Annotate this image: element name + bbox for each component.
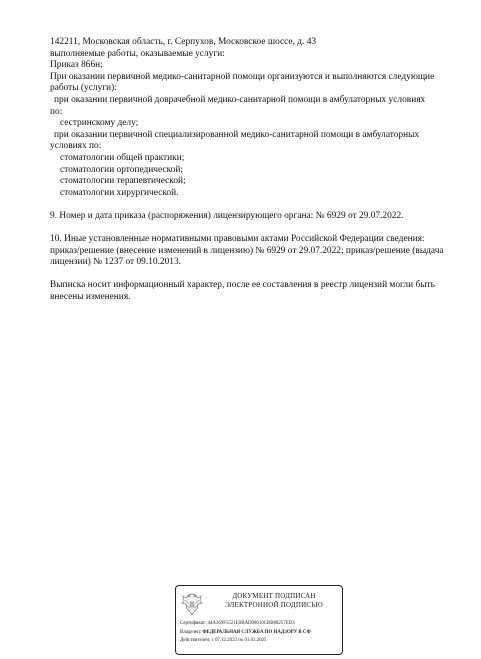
service-general-dentistry: стоматологии общей практики; xyxy=(60,152,185,163)
disclaimer-line2: внесены изменения. xyxy=(50,291,131,302)
address-line: 142211, Московская область, г. Серпухов, Московское шоссе, д. 43 xyxy=(50,37,317,47)
order-ref: Приказ 866н; xyxy=(50,60,103,71)
section-10-line2: приказ/решение (внесение изменений в лицензию) № 6929 от 29.07.2022; приказ/решение (выдача xyxy=(50,245,444,256)
coat-of-arms-icon xyxy=(181,591,203,617)
section-10-line1: 10. Иные установленные нормативными правовыми актами Российской Федерации сведения: xyxy=(50,233,425,244)
works-intro-line2: работы (услуги): xyxy=(50,83,117,94)
section-9: 9. Номер и дата приказа (распоряжения) лицензирующего органа: № 6929 от 29.07.2022. xyxy=(50,210,404,221)
owner-label: Владелец: xyxy=(180,629,202,635)
stamp-title-line1: ДОКУМЕНТ ПОДПИСАН xyxy=(232,592,316,600)
service-nursing: сестринскому делу; xyxy=(60,118,139,129)
validity-value: с 07.12.2023 по 01.03.2025 xyxy=(211,638,267,644)
section-10-line3: лицензии) № 1237 от 09.10.2013. xyxy=(50,257,182,268)
certificate-label: Сертификат: xyxy=(180,621,207,626)
specialized-care-line2: условиях по: xyxy=(50,141,102,152)
stamp-details xyxy=(180,620,343,646)
document-body xyxy=(50,37,460,303)
service-orthopedic-dentistry: стоматологии ортопедической; xyxy=(60,164,183,175)
validity-row xyxy=(180,637,343,646)
specialized-care-line1: при оказании первичной специализированной медико-санитарной помощи в амбулаторных xyxy=(54,129,420,140)
certificate-row xyxy=(180,620,343,629)
e-signature-stamp xyxy=(175,585,343,655)
works-intro-line1: При оказании первичной медико-санитарной помощи организуются и выполняются следующие xyxy=(50,71,435,82)
owner-value: ФЕДЕРАЛЬНАЯ СЛУЖБА ПО НАДЗОРУ В СФ xyxy=(202,629,311,635)
service-therapeutic-dentistry: стоматологии терапевтической; xyxy=(60,176,186,187)
disclaimer-line1: Выписка носит информационный характер, после ее составления в реестр лицензий могли быть xyxy=(50,280,435,291)
stamp-title-line2: ЭЛЕКТРОННОЙ ПОДПИСЬЮ xyxy=(225,601,323,609)
prehospital-care-line2: по: xyxy=(50,106,63,117)
validity-label: Действителен: xyxy=(180,638,211,644)
certificate-value: 44A369F5521E0BAD08610CBB88257ED3 xyxy=(207,621,295,626)
owner-row xyxy=(180,629,343,638)
works-heading: выполняемые работы, оказываемые услуги: xyxy=(50,48,225,59)
service-surgical-dentistry: стоматологии хирургической. xyxy=(60,187,179,198)
prehospital-care-line1: при оказании первичной доврачебной медико-санитарной помощи в амбулаторных условиях xyxy=(54,94,426,105)
stamp-title xyxy=(210,592,338,610)
